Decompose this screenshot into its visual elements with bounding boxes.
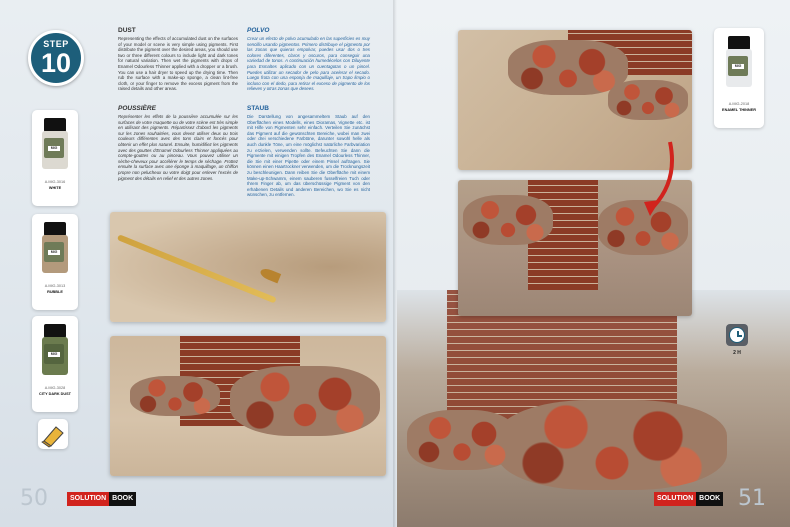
drying-time-label: 2 H bbox=[733, 350, 741, 356]
product-card-rubble bbox=[32, 214, 78, 310]
product-card-white bbox=[32, 110, 78, 206]
brush-image bbox=[117, 234, 277, 303]
step-number: 10 bbox=[40, 48, 72, 78]
solution-book-logo: SOLUTION BOOK bbox=[67, 492, 136, 506]
clock-icon bbox=[726, 324, 748, 346]
product-card-city-dark-dust bbox=[32, 316, 78, 412]
sponge-icon bbox=[38, 419, 68, 449]
french-column bbox=[118, 104, 238, 185]
product-name: CITY DARK DUST bbox=[39, 392, 71, 396]
german-column bbox=[247, 104, 370, 202]
bottle-icon: MIG bbox=[41, 324, 69, 376]
product-name: WHITE bbox=[48, 186, 62, 190]
english-body: Representing the effects of accumulated dust on the surfaces of your model or scene is very simple using pigments. First distribute the pigment over the desired areas, you should use two or three different colours to include light and dark tones for natural variation. Then wet the pigments with drops of Enamel Odourless Thinner applied with a dropper or a brush. You can use a hair dryer to speed up the drying time. Then rub the surface with a make-up sponge, a clean lint-free cloth, or your finger to remove the excess pigment from the raised details and other areas. bbox=[118, 36, 238, 92]
product-name: ENAMEL THINNER bbox=[722, 108, 756, 112]
step-badge bbox=[28, 30, 84, 86]
product-card-enamel-thinner bbox=[714, 28, 764, 128]
bottle-icon: MIG bbox=[41, 118, 69, 170]
solution-book-logo: SOLUTION BOOK bbox=[654, 492, 723, 506]
spanish-title: POLVO bbox=[247, 27, 270, 34]
german-title: STAUB bbox=[247, 105, 269, 112]
photo-brush-pigment bbox=[110, 212, 386, 322]
german-body: Die Darstellung von angesammeltem Staub auf den Oberflächen eines Modells, eines Dioramas, Vignette etc. ist mit Hilfe von Pigmenten sehr einfach. Verteilen Sie zunächst das Pigment auf die gewünschten Bereiche, wobei man zwei oder drei verschiedene Farbtöne, darunter sowohl helle als auch dunkle Töne, um eine möglichst natürliche Farbvariation zu erzielen, verwenden sollte. Befeuchten Sie dann die Pigmente mit einigen Tropfen des Enamel Odourless Thinner, die Sie mit einer Pipette oder einem Pinsel auftragen. Sie können einen Haartrockner verwenden, um die Trocknungszeit zu beschleunigen. Dann reiben Sie die Oberfläche mit einem Make-up-Schwamm, einem sauberen fusselfreien Tuch oder Ihrem Finger ab, um das überschüssige Pigment von den erhabenen Details und anderen Bereichen, wo Sie es nicht wünschen, zu entfernen. bbox=[247, 114, 370, 198]
page-number-left: 50 bbox=[20, 486, 48, 511]
bottle-icon: MIG bbox=[41, 222, 69, 274]
bottle-icon: MIG bbox=[725, 36, 753, 88]
product-code: A.MIG-3013 bbox=[44, 284, 66, 288]
french-title: POUSSIÈRE bbox=[118, 105, 156, 112]
step-word: STEP bbox=[43, 39, 69, 49]
product-code: A.MIG-3028 bbox=[44, 386, 66, 390]
french-body: Représenter les effets de la poussière accumulée sur les surfaces de votre maquette ou de votre scène est très simple en utilisant des pigments. Répartissez d'abord les pigments sur les zones souhaitées, vous devez utiliser deux ou trois couleurs différentes avec des tons clairs et foncés pour obtenir un effet plus naturel. Ensuite, humidifiez les pigments avec des gouttes d'Enamel Odourless Thinner appliquées au compte-gouttes ou au pinceau. Vous pouvez utiliser un sèche-cheveux pour accélérer le temps de séchage. Frottez ensuite la surface avec une éponge à maquillage, un chiffon propre non pelucheux ou votre doigt pour enlever l'excès de pigment des détails en relief et des autres zones. bbox=[118, 114, 238, 181]
photo-pillar-rubble bbox=[110, 336, 386, 476]
page-number-right: 51 bbox=[738, 486, 766, 511]
english-title: DUST bbox=[118, 27, 136, 34]
spanish-body: Crear un efecto de polvo acumulado en las superficies es muy sencillo usando pigmentos. Primero distribuye el pigmento por las zonas que quieras empolvar, puedes usar dos o tres colores diferentes, claros y oscuros, para conseguir una variedad de tonos. A continuación humedécelos con Diluyente para Esmaltes aplicado con un cuentagotas o un pincel. Puedes utilizar un secador de pelo para acelerar el secado. Luego frota con una esponja de maquillaje, un trapo limpio o incluso con el dedo, para retirar el exceso de pigmento de los relieves y otras zonas que desees. bbox=[247, 36, 370, 92]
product-name: RUBBLE bbox=[47, 290, 63, 294]
english-column bbox=[118, 26, 238, 96]
spanish-column bbox=[247, 26, 370, 96]
product-code: A.MIG-2018 bbox=[728, 102, 750, 106]
product-code: A.MIG-3016 bbox=[44, 180, 66, 184]
arrow-icon bbox=[640, 140, 680, 220]
